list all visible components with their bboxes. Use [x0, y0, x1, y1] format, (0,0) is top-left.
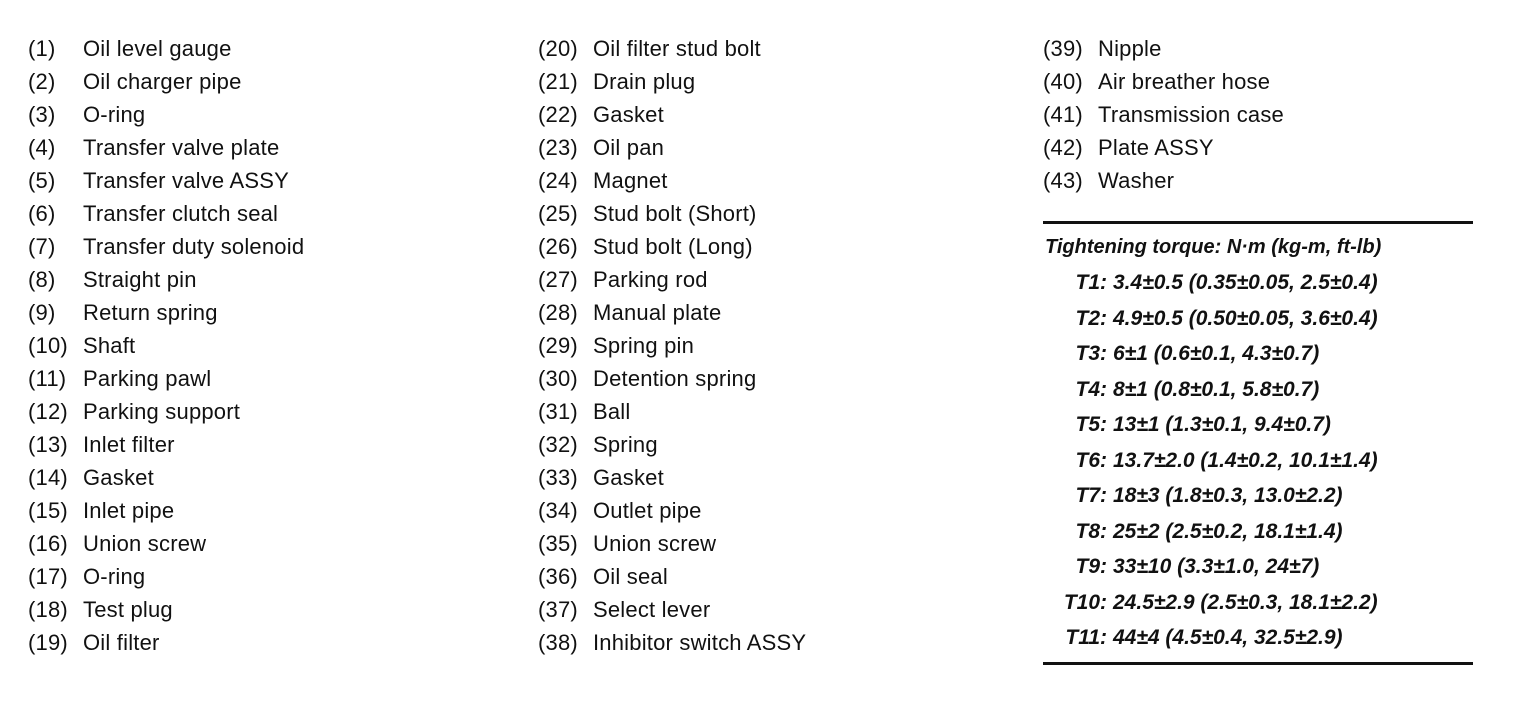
part-number: (37) [538, 597, 578, 622]
torque-value: 33±10 (3.3±1.0, 24±7) [1113, 555, 1320, 578]
part-label: Union screw [593, 531, 717, 556]
torque-key: T4: [1075, 377, 1107, 401]
part-item [28, 65, 498, 98]
torque-value: 8±1 (0.8±0.1, 5.8±0.7) [1113, 377, 1320, 401]
part-item [28, 296, 498, 329]
part-label: Parking support [83, 399, 241, 424]
part-label: Gasket [83, 465, 154, 490]
torque-top-rule [1043, 221, 1473, 224]
part-item [28, 362, 498, 395]
part-label: Straight pin [83, 267, 197, 292]
part-label: Ball [593, 399, 631, 424]
part-label: O-ring [83, 102, 146, 127]
part-label: Inlet pipe [83, 498, 175, 523]
part-item [28, 329, 498, 362]
torque-row [1045, 336, 1475, 372]
part-item [538, 197, 1008, 230]
part-item [28, 494, 498, 527]
part-item [538, 527, 1008, 560]
part-number: (20) [538, 36, 578, 61]
torque-list [1045, 265, 1475, 656]
part-item [28, 626, 498, 659]
part-number: (18) [28, 597, 68, 622]
part-label: Gasket [593, 465, 664, 490]
torque-value: 25±2 (2.5±0.2, 18.1±1.4) [1113, 519, 1343, 543]
part-number: (32) [538, 432, 578, 457]
part-number: (7) [28, 234, 56, 259]
part-label: Magnet [593, 168, 668, 193]
part-number: (28) [538, 300, 578, 325]
part-item [538, 329, 1008, 362]
part-item [1043, 98, 1483, 131]
torque-row [1045, 301, 1475, 337]
part-number: (2) [28, 69, 56, 94]
part-label: Oil level gauge [83, 36, 232, 61]
torque-row [1045, 620, 1475, 656]
part-number: (26) [538, 234, 578, 259]
part-item [28, 230, 498, 263]
part-item [28, 428, 498, 461]
part-number: (40) [1043, 69, 1083, 94]
part-label: Union screw [83, 531, 207, 556]
torque-key: T8: [1075, 519, 1107, 543]
torque-value: 13±1 (1.3±0.1, 9.4±0.7) [1113, 413, 1331, 436]
part-item [28, 560, 498, 593]
part-item [1043, 65, 1483, 98]
part-item [538, 395, 1008, 428]
part-number: (30) [538, 366, 578, 391]
torque-key: T6: [1075, 448, 1107, 472]
part-item [1043, 131, 1483, 164]
part-number: (38) [538, 630, 578, 655]
part-number: (1) [28, 36, 56, 61]
part-number: (5) [28, 168, 56, 193]
part-number: (8) [28, 267, 56, 292]
part-label: Transmission case [1098, 102, 1284, 127]
parts-column-2 [538, 32, 1008, 659]
part-label: Stud bolt (Long) [593, 234, 753, 259]
part-label: Transfer valve ASSY [83, 168, 289, 193]
part-item [28, 593, 498, 626]
part-number: (3) [28, 102, 56, 127]
torque-key: T9: [1075, 555, 1107, 578]
part-label: Inlet filter [83, 432, 175, 457]
part-number: (22) [538, 102, 578, 127]
part-label: Drain plug [593, 69, 696, 94]
torque-row [1045, 443, 1475, 479]
part-item [538, 461, 1008, 494]
parts-column-1 [28, 32, 498, 659]
part-item [538, 65, 1008, 98]
part-item [538, 32, 1008, 65]
part-item [28, 164, 498, 197]
part-number: (4) [28, 135, 56, 160]
part-item [538, 626, 1008, 659]
part-number: (34) [538, 498, 578, 523]
parts-column-3 [1043, 32, 1483, 197]
part-label: Return spring [83, 300, 218, 325]
torque-key: T2: [1075, 306, 1107, 330]
part-label: Oil pan [593, 135, 665, 160]
torque-key: T10: [1063, 590, 1107, 614]
part-label: Oil charger pipe [83, 69, 242, 94]
part-item [28, 395, 498, 428]
part-label: Plate ASSY [1098, 135, 1214, 160]
part-item [538, 593, 1008, 626]
torque-row [1045, 514, 1475, 550]
torque-row [1045, 265, 1475, 301]
part-label: Parking rod [593, 267, 708, 292]
part-item [538, 560, 1008, 593]
part-number: (12) [28, 399, 68, 424]
part-number: (6) [28, 201, 56, 226]
part-number: (27) [538, 267, 578, 292]
torque-row [1045, 407, 1475, 443]
part-number: (10) [28, 333, 68, 358]
torque-key: T11: [1065, 626, 1107, 649]
part-item [28, 527, 498, 560]
tightening-torque-block [1045, 233, 1475, 656]
part-item [28, 131, 498, 164]
part-item [538, 428, 1008, 461]
part-label: Shaft [83, 333, 136, 358]
torque-value: 18±3 (1.8±0.3, 13.0±2.2) [1113, 484, 1343, 507]
torque-key: T1: [1075, 271, 1107, 294]
part-number: (35) [538, 531, 578, 556]
part-label: Transfer valve plate [83, 135, 280, 160]
part-number: (17) [28, 564, 68, 589]
part-label: Parking pawl [83, 366, 212, 391]
part-number: (43) [1043, 168, 1083, 193]
torque-row [1045, 478, 1475, 514]
part-label: Inhibitor switch ASSY [593, 630, 807, 655]
part-label: O-ring [83, 564, 146, 589]
part-label: Spring pin [593, 333, 695, 358]
part-number: (11) [28, 366, 67, 391]
part-label: Outlet pipe [593, 498, 702, 523]
part-number: (25) [538, 201, 578, 226]
part-label: Test plug [83, 597, 173, 622]
part-item [28, 32, 498, 65]
part-number: (42) [1043, 135, 1083, 160]
part-number: (9) [28, 300, 56, 325]
part-label: Stud bolt (Short) [593, 201, 757, 226]
part-label: Detention spring [593, 366, 757, 391]
torque-row [1045, 372, 1475, 408]
part-item [28, 263, 498, 296]
part-item [538, 230, 1008, 263]
torque-key: T7: [1075, 484, 1107, 507]
part-number: (14) [28, 465, 68, 490]
part-number: (15) [28, 498, 68, 523]
part-label: Nipple [1098, 36, 1162, 61]
part-label: Air breather hose [1098, 69, 1271, 94]
part-item [1043, 164, 1483, 197]
part-label: Manual plate [593, 300, 722, 325]
part-item [28, 197, 498, 230]
torque-row [1045, 585, 1475, 621]
part-item [538, 362, 1008, 395]
part-number: (23) [538, 135, 578, 160]
part-label: Washer [1098, 168, 1175, 193]
part-label: Transfer clutch seal [83, 201, 279, 226]
part-label: Gasket [593, 102, 664, 127]
part-label: Oil filter [83, 630, 160, 655]
part-number: (21) [538, 69, 578, 94]
part-item [538, 98, 1008, 131]
part-label: Select lever [593, 597, 711, 622]
part-number: (16) [28, 531, 68, 556]
part-label: Transfer duty solenoid [83, 234, 305, 259]
part-number: (13) [28, 432, 68, 457]
part-number: (33) [538, 465, 578, 490]
torque-title: Tightening torque: N·m (kg-m, ft-lb) [1045, 236, 1382, 258]
part-number: (19) [28, 630, 68, 655]
part-number: (39) [1043, 36, 1083, 61]
torque-value: 13.7±2.0 (1.4±0.2, 10.1±1.4) [1113, 448, 1378, 472]
part-item [538, 263, 1008, 296]
part-number: (24) [538, 168, 578, 193]
torque-value: 44±4 (4.5±0.4, 32.5±2.9) [1113, 626, 1343, 649]
torque-row [1045, 549, 1475, 585]
torque-key: T5: [1075, 413, 1107, 436]
torque-bottom-rule [1043, 662, 1473, 665]
part-item [1043, 32, 1483, 65]
part-item [538, 164, 1008, 197]
part-label: Oil filter stud bolt [593, 36, 761, 61]
torque-key: T3: [1075, 342, 1107, 365]
part-item [538, 131, 1008, 164]
part-number: (36) [538, 564, 578, 589]
torque-value: 3.4±0.5 (0.35±0.05, 2.5±0.4) [1113, 271, 1378, 294]
part-label: Oil seal [593, 564, 668, 589]
part-item [28, 98, 498, 131]
part-number: (41) [1043, 102, 1083, 127]
part-number: (29) [538, 333, 578, 358]
torque-value: 6±1 (0.6±0.1, 4.3±0.7) [1113, 342, 1320, 365]
torque-value: 24.5±2.9 (2.5±0.3, 18.1±2.2) [1113, 590, 1378, 614]
part-item [538, 494, 1008, 527]
torque-value: 4.9±0.5 (0.50±0.05, 3.6±0.4) [1113, 306, 1378, 330]
part-item [28, 461, 498, 494]
part-item [538, 296, 1008, 329]
part-label: Spring [593, 432, 658, 457]
part-number: (31) [538, 399, 578, 424]
